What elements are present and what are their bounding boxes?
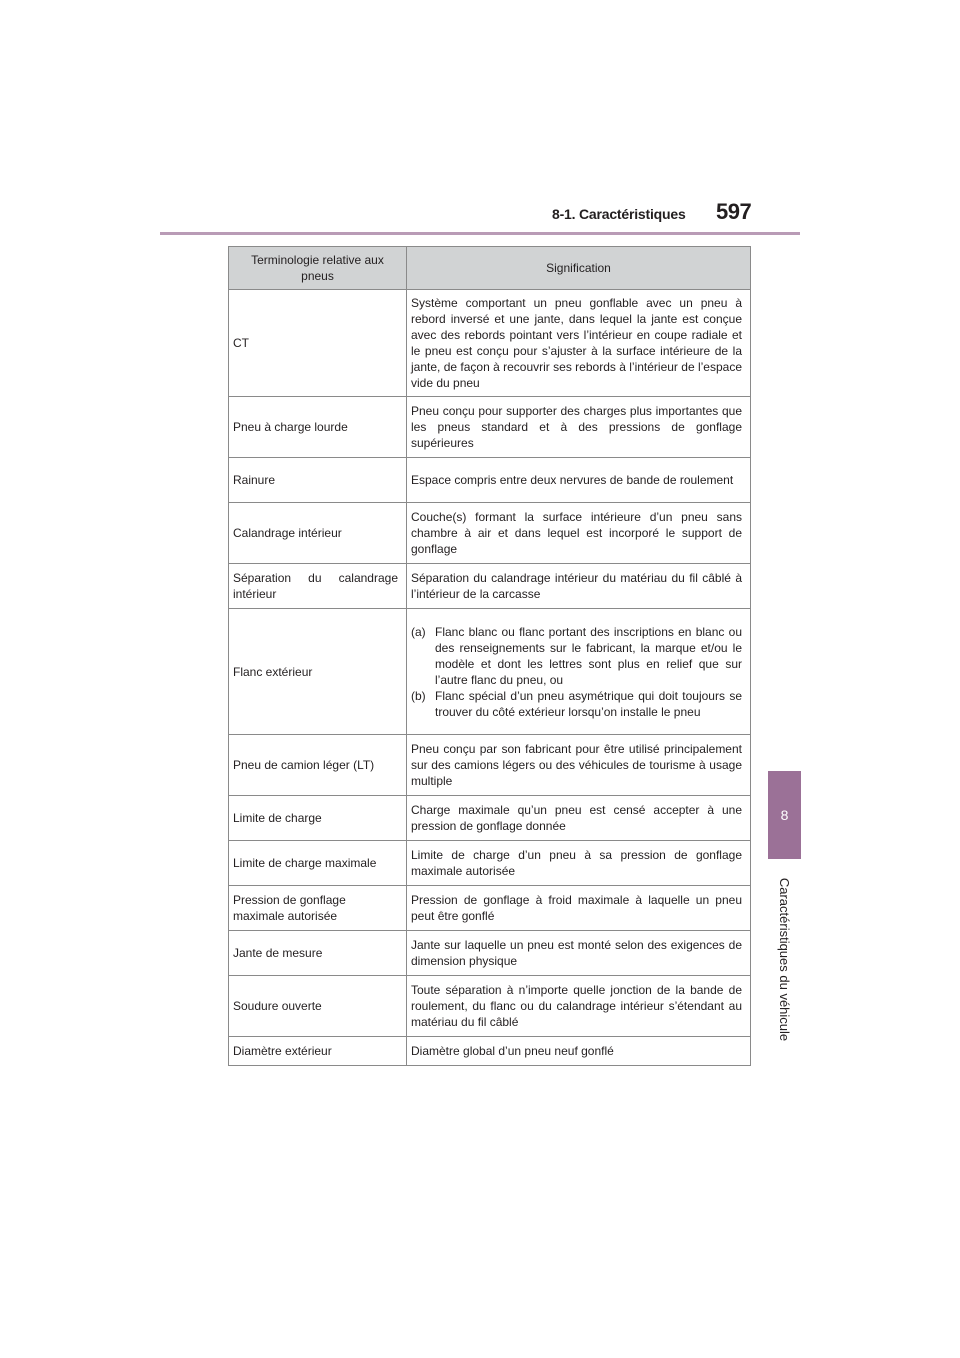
term-cell: Limite de charge (229, 796, 407, 841)
section-title: 8-1. Caractéristiques (552, 206, 686, 222)
chapter-number: 8 (780, 807, 789, 823)
definition-cell: Limite de charge d’un pneu à sa pression de gonflage maximale autorisée (407, 841, 751, 886)
term-cell: Limite de charge maximale (229, 841, 407, 886)
term-cell: Pression de gonflage maximale autorisée (229, 886, 407, 931)
term-cell: Flanc extérieur (229, 609, 407, 735)
table-row (229, 397, 751, 458)
table-row (229, 564, 751, 609)
term-cell: Séparation du calandrage intérieur (229, 564, 407, 609)
term-cell: Pneu à charge lourde (229, 397, 407, 458)
table-row (229, 458, 751, 503)
column-header-meaning: Signification (407, 247, 751, 290)
list-item-text: Flanc blanc ou flanc portant des inscriptions en blanc ou des renseignements sur le fabricant, la marque et/ou le modèle et dont les lettres sont plus en relief que sur l’autre flanc du pneu, ou (435, 624, 742, 687)
chapter-tab[interactable] (768, 771, 801, 859)
table-row (229, 735, 751, 796)
term-cell: CT (229, 290, 407, 397)
term-cell: Rainure (229, 458, 407, 503)
list-item (411, 688, 742, 720)
table-row (229, 931, 751, 976)
list-item-text: Flanc spécial d’un pneu asymétrique qui doit toujours se trouver du côté extérieur lorsqu’on installe le pneu (435, 688, 742, 719)
tire-terminology-table (228, 246, 751, 1066)
list-item-label: (b) (411, 688, 426, 703)
definition-cell (407, 609, 751, 735)
definition-cell: Couche(s) formant la surface intérieure d’un pneu sans chambre à air et dans lequel est incorporé le support de gonflage (407, 503, 751, 564)
table-header-row (229, 247, 751, 290)
table-row (229, 290, 751, 397)
definition-cell: Espace compris entre deux nervures de bande de roulement (407, 458, 751, 503)
table-row (229, 1037, 751, 1066)
definition-cell: Jante sur laquelle un pneu est monté selon des exigences de dimension physique (407, 931, 751, 976)
chapter-label-text: Caractéristiques du véhicule (777, 877, 792, 1041)
term-cell: Soudure ouverte (229, 976, 407, 1037)
definition-cell: Charge maximale qu’un pneu est censé accepter à une pression de gonflage donnée (407, 796, 751, 841)
table-row (229, 886, 751, 931)
term-cell: Pneu de camion léger (LT) (229, 735, 407, 796)
definition-cell: Séparation du calandrage intérieur du matériau du fil câblé à l’intérieur de la carcasse (407, 564, 751, 609)
table-row (229, 503, 751, 564)
table-row (229, 841, 751, 886)
definition-cell: Toute séparation à n’importe quelle jonction de la bande de roulement, du flanc ou du calandrage intérieur s’étendant au matériau du fil câblé (407, 976, 751, 1037)
term-cell: Jante de mesure (229, 931, 407, 976)
definition-cell: Système comportant un pneu gonflable avec un pneu à rebord inversé et une jante, dans lequel la jante est conçue avec des rebords pointant vers l’intérieur en coupe radiale et le pneu est conçu pour s’ajuster à la surface intérieure de la jante, de façon à recouvrir ses rebords à l’intérieur de l’espace vide du pneu (407, 290, 751, 397)
list-item-label: (a) (411, 624, 426, 639)
column-header-term: Terminologie relative aux pneus (229, 247, 407, 290)
definition-cell: Pneu conçu par son fabricant pour être utilisé principalement sur des camions légers ou des véhicules de tourisme à usage multiple (407, 735, 751, 796)
table-row (229, 976, 751, 1037)
definition-cell: Pression de gonflage à froid maximale à laquelle un pneu peut être gonflé (407, 886, 751, 931)
definition-cell: Pneu conçu pour supporter des charges plus importantes que les pneus standard et à des pressions de gonflage supérieures (407, 397, 751, 458)
page-number: 597 (716, 199, 752, 224)
term-cell: Diamètre extérieur (229, 1037, 407, 1066)
table-row (229, 796, 751, 841)
chapter-label (768, 869, 801, 1049)
table-row (229, 609, 751, 735)
header-divider (160, 232, 800, 235)
list-item (411, 624, 742, 688)
term-cell: Calandrage intérieur (229, 503, 407, 564)
definition-cell: Diamètre global d’un pneu neuf gonflé (407, 1037, 751, 1066)
